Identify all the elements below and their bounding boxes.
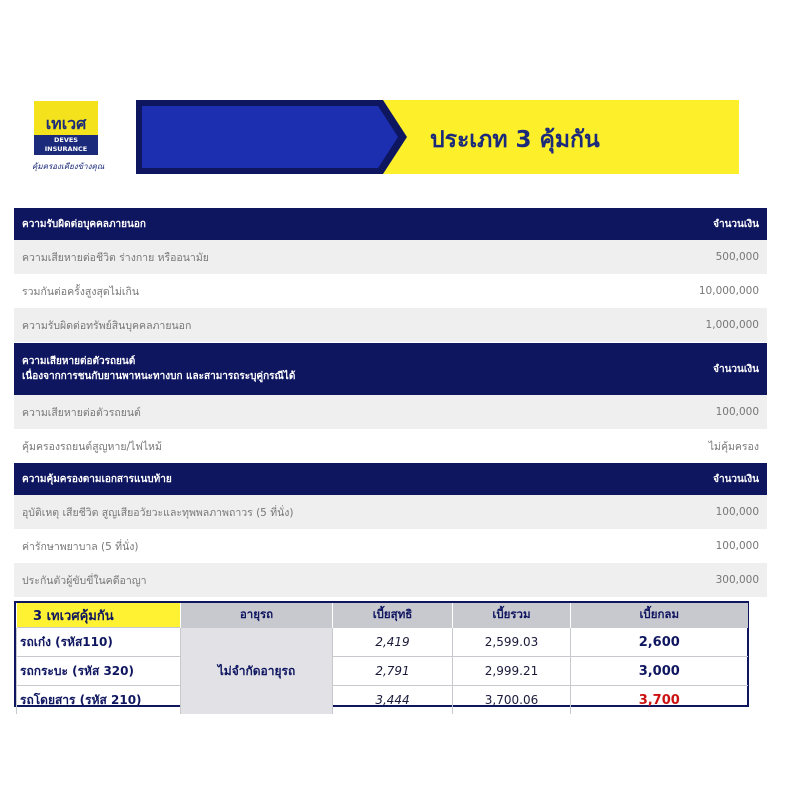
title-banner bbox=[136, 100, 739, 174]
list-item bbox=[14, 563, 767, 597]
coverage-value: 1,000,000 bbox=[705, 319, 759, 331]
list-item bbox=[14, 274, 767, 308]
section-rows bbox=[14, 495, 767, 597]
rounded-premium-cell: 3,000 bbox=[571, 657, 748, 686]
page-title: ประเภท 3 คุ้มกัน bbox=[430, 127, 600, 153]
section-rows bbox=[14, 240, 767, 342]
logo-subtitle bbox=[34, 135, 98, 155]
coverage-label: ความเสียหายต่อตัวรถยนต์ bbox=[22, 406, 141, 419]
amount-column-label: จำนวนเงิน bbox=[713, 473, 759, 485]
coverage-label: อุบัติเหตุ เสียชีวิต สูญเสียอวัยวะและทุพพลภาพถาวร (5 ที่นั่ง) bbox=[22, 506, 294, 519]
coverage-value: 100,000 bbox=[715, 540, 759, 552]
total-premium-cell: 2,999.21 bbox=[453, 657, 571, 686]
own-damage-section bbox=[14, 343, 767, 463]
coverage-value: 100,000 bbox=[715, 406, 759, 418]
coverage-label: ค่ารักษาพยาบาล (5 ที่นั่ง) bbox=[22, 540, 139, 553]
car-type-cell: รถโดยสาร (รหัส 210) bbox=[17, 686, 181, 715]
section-title: ความรับผิดต่อบุคคลภายนอก bbox=[22, 218, 146, 230]
table-header-row bbox=[17, 603, 748, 628]
coverage-label: ความเสียหายต่อชีวิต ร่างกาย หรืออนามัย bbox=[22, 251, 209, 264]
total-premium-header: เบี้ยรวม bbox=[453, 603, 571, 628]
rounded-premium-header: เบี้ยกลม bbox=[571, 603, 748, 628]
car-age-header: อายุรถ bbox=[181, 603, 333, 628]
premium-table bbox=[14, 601, 749, 707]
table-row bbox=[17, 657, 748, 686]
section-title-line2: เนื่องจากการชนกับยานพาหนะทางบก และสามารถระบุคู่กรณีได้ bbox=[22, 371, 296, 382]
section-header bbox=[14, 343, 767, 395]
total-premium-cell: 3,700.06 bbox=[453, 686, 571, 715]
car-age-cell: ไม่จำกัดอายุรถ bbox=[181, 628, 333, 715]
section-header bbox=[14, 463, 767, 495]
net-premium-cell: 2,419 bbox=[333, 628, 453, 657]
plan-name-header: 3 เทเวศคุ้มกัน bbox=[17, 603, 181, 628]
logo-sub-line2: INSURANCE bbox=[44, 145, 88, 153]
list-item bbox=[14, 308, 767, 342]
car-type-cell: รถกระบะ (รหัส 320) bbox=[17, 657, 181, 686]
total-premium-cell: 2,599.03 bbox=[453, 628, 571, 657]
table-row bbox=[17, 686, 748, 715]
rounded-premium-cell: 3,700 bbox=[571, 686, 748, 715]
list-item bbox=[14, 429, 767, 463]
endorsement-coverage-section bbox=[14, 463, 767, 597]
amount-column-label: จำนวนเงิน bbox=[713, 363, 759, 375]
premium-table-grid bbox=[16, 603, 748, 714]
section-title bbox=[22, 354, 295, 384]
coverage-value: 10,000,000 bbox=[698, 285, 759, 297]
section-title-line1: ความเสียหายต่อตัวรถยนต์ bbox=[22, 356, 136, 367]
coverage-label: คุ้มครองรถยนต์สูญหาย/ไฟไหม้ bbox=[22, 440, 162, 453]
section-rows bbox=[14, 395, 767, 463]
net-premium-header: เบี้ยสุทธิ bbox=[333, 603, 453, 628]
logo-brand-text: เทเวศ bbox=[45, 114, 87, 133]
amount-column-label: จำนวนเงิน bbox=[713, 218, 759, 230]
logo-sub-line1: DEVES bbox=[54, 136, 78, 144]
coverage-label: รวมกันต่อครั้งสูงสุดไม่เกิน bbox=[22, 285, 139, 298]
coverage-value: 100,000 bbox=[715, 506, 759, 518]
rounded-premium-cell: 2,600 bbox=[571, 628, 748, 657]
logo-tagline: คุ้มครองเคียงข้างคุณ bbox=[32, 162, 105, 171]
list-item bbox=[14, 395, 767, 429]
coverage-label: ประกันตัวผู้ขับขี่ในคดีอาญา bbox=[22, 574, 147, 587]
section-header bbox=[14, 208, 767, 240]
coverage-value: 300,000 bbox=[715, 574, 759, 586]
list-item bbox=[14, 529, 767, 563]
coverage-label: ความรับผิดต่อทรัพย์สินบุคคลภายนอก bbox=[22, 319, 192, 332]
section-title: ความคุ้มครองตามเอกสารแนบท้าย bbox=[22, 473, 172, 485]
net-premium-cell: 3,444 bbox=[333, 686, 453, 715]
list-item bbox=[14, 495, 767, 529]
net-premium-cell: 2,791 bbox=[333, 657, 453, 686]
list-item bbox=[14, 240, 767, 274]
table-row bbox=[17, 628, 748, 657]
coverage-value: 500,000 bbox=[715, 251, 759, 263]
coverage-value: ไม่คุ้มครอง bbox=[708, 440, 759, 453]
deves-logo bbox=[34, 101, 98, 155]
third-party-liability-section bbox=[14, 208, 767, 342]
car-type-cell: รถเก๋ง (รหัส110) bbox=[17, 628, 181, 657]
